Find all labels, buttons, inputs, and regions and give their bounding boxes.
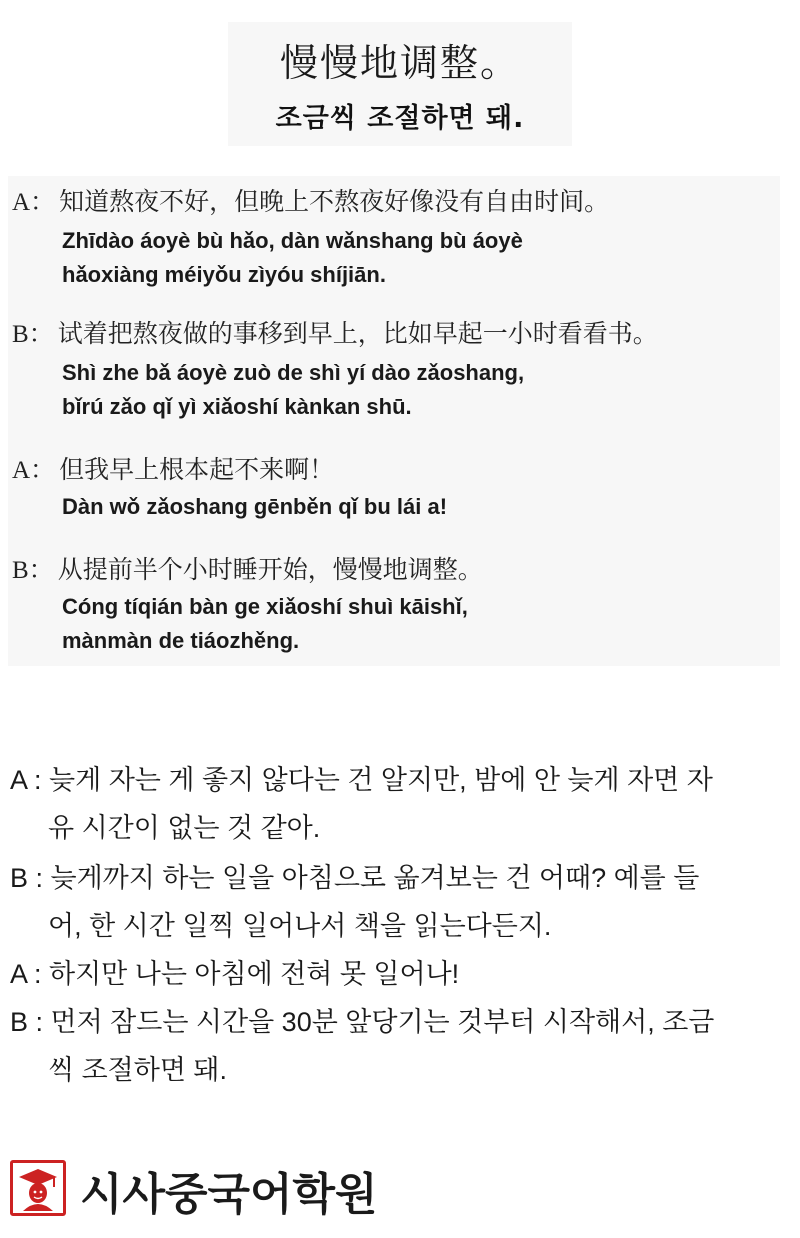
academy-logo xyxy=(10,1158,410,1222)
dialog-box xyxy=(8,176,780,666)
translation-line: A : 늦게 자는 게 좋지 않다는 건 알지만, 밤에 안 늦게 자면 자 xyxy=(10,765,713,795)
dialog-line-1-pinyin: Zhīdào áoyè bù hǎo, dàn wǎnshang bù áoyè xyxy=(62,228,523,253)
dialog-line-1-chinese xyxy=(12,182,609,218)
title-korean: 조금씩 조절하면 돼. xyxy=(275,103,525,134)
dialog-line-1-pinyin: hǎoxiàng méiyǒu zìyóu shíjiān. xyxy=(62,262,386,287)
chinese-text: 试着把熬夜做的事移到早上，比如早起一小时看看书。 xyxy=(57,319,658,348)
translation-line: B : 먼저 잠드는 시간을 30분 앞당기는 것부터 시작해서, 조금 xyxy=(10,1007,715,1037)
translation-line: 유 시간이 없는 것 같아. xyxy=(48,813,321,843)
dialog-line-2-pinyin: bǐrú zǎo qǐ yì xiǎoshí kànkan shū. xyxy=(62,394,412,419)
dialog-line-2-pinyin: Shì zhe bǎ áoyè zuò de shì yí dào zǎoshang, xyxy=(62,360,525,385)
dialog-line-2-chinese xyxy=(12,314,658,350)
title-chinese: 慢慢地调整。 xyxy=(279,41,520,85)
dialog-line-3-chinese xyxy=(12,450,334,486)
speaker-label: A： xyxy=(12,189,56,216)
title-block xyxy=(228,22,572,146)
translation-line: 씩 조절하면 돼. xyxy=(48,1055,227,1085)
academy-emblem-icon xyxy=(10,1160,66,1216)
dialog-line-4-chinese xyxy=(12,550,483,586)
dialog-line-4-pinyin: Cóng tíqián bàn ge xiǎoshí shuì kāishǐ, xyxy=(62,594,468,619)
translation-line: B : 늦게까지 하는 일을 아침으로 옮겨보는 건 어때? 예를 들 xyxy=(10,863,700,893)
academy-name: 시사중국어학원 xyxy=(80,1169,378,1220)
speaker-label: B： xyxy=(12,557,54,584)
chinese-text: 但我早上根本起不来啊！ xyxy=(59,455,335,484)
dialog-line-3-pinyin: Dàn wǒ zǎoshang gēnběn qǐ bu lái a! xyxy=(62,494,448,519)
dialog-line-4-pinyin: mànmàn de tiáozhěng. xyxy=(62,628,300,653)
chinese-text: 知道熬夜不好，但晚上不熬夜好像没有自由时间。 xyxy=(59,187,610,216)
chinese-text: 从提前半个小时睡开始，慢慢地调整。 xyxy=(57,555,483,584)
speaker-label: B： xyxy=(12,321,54,348)
speaker-label: A： xyxy=(12,457,56,484)
translation-line: A : 하지만 나는 아침에 전혀 못 일어나! xyxy=(10,959,460,989)
translation-line: 어, 한 시간 일찍 일어나서 책을 읽는다든지. xyxy=(48,911,552,941)
